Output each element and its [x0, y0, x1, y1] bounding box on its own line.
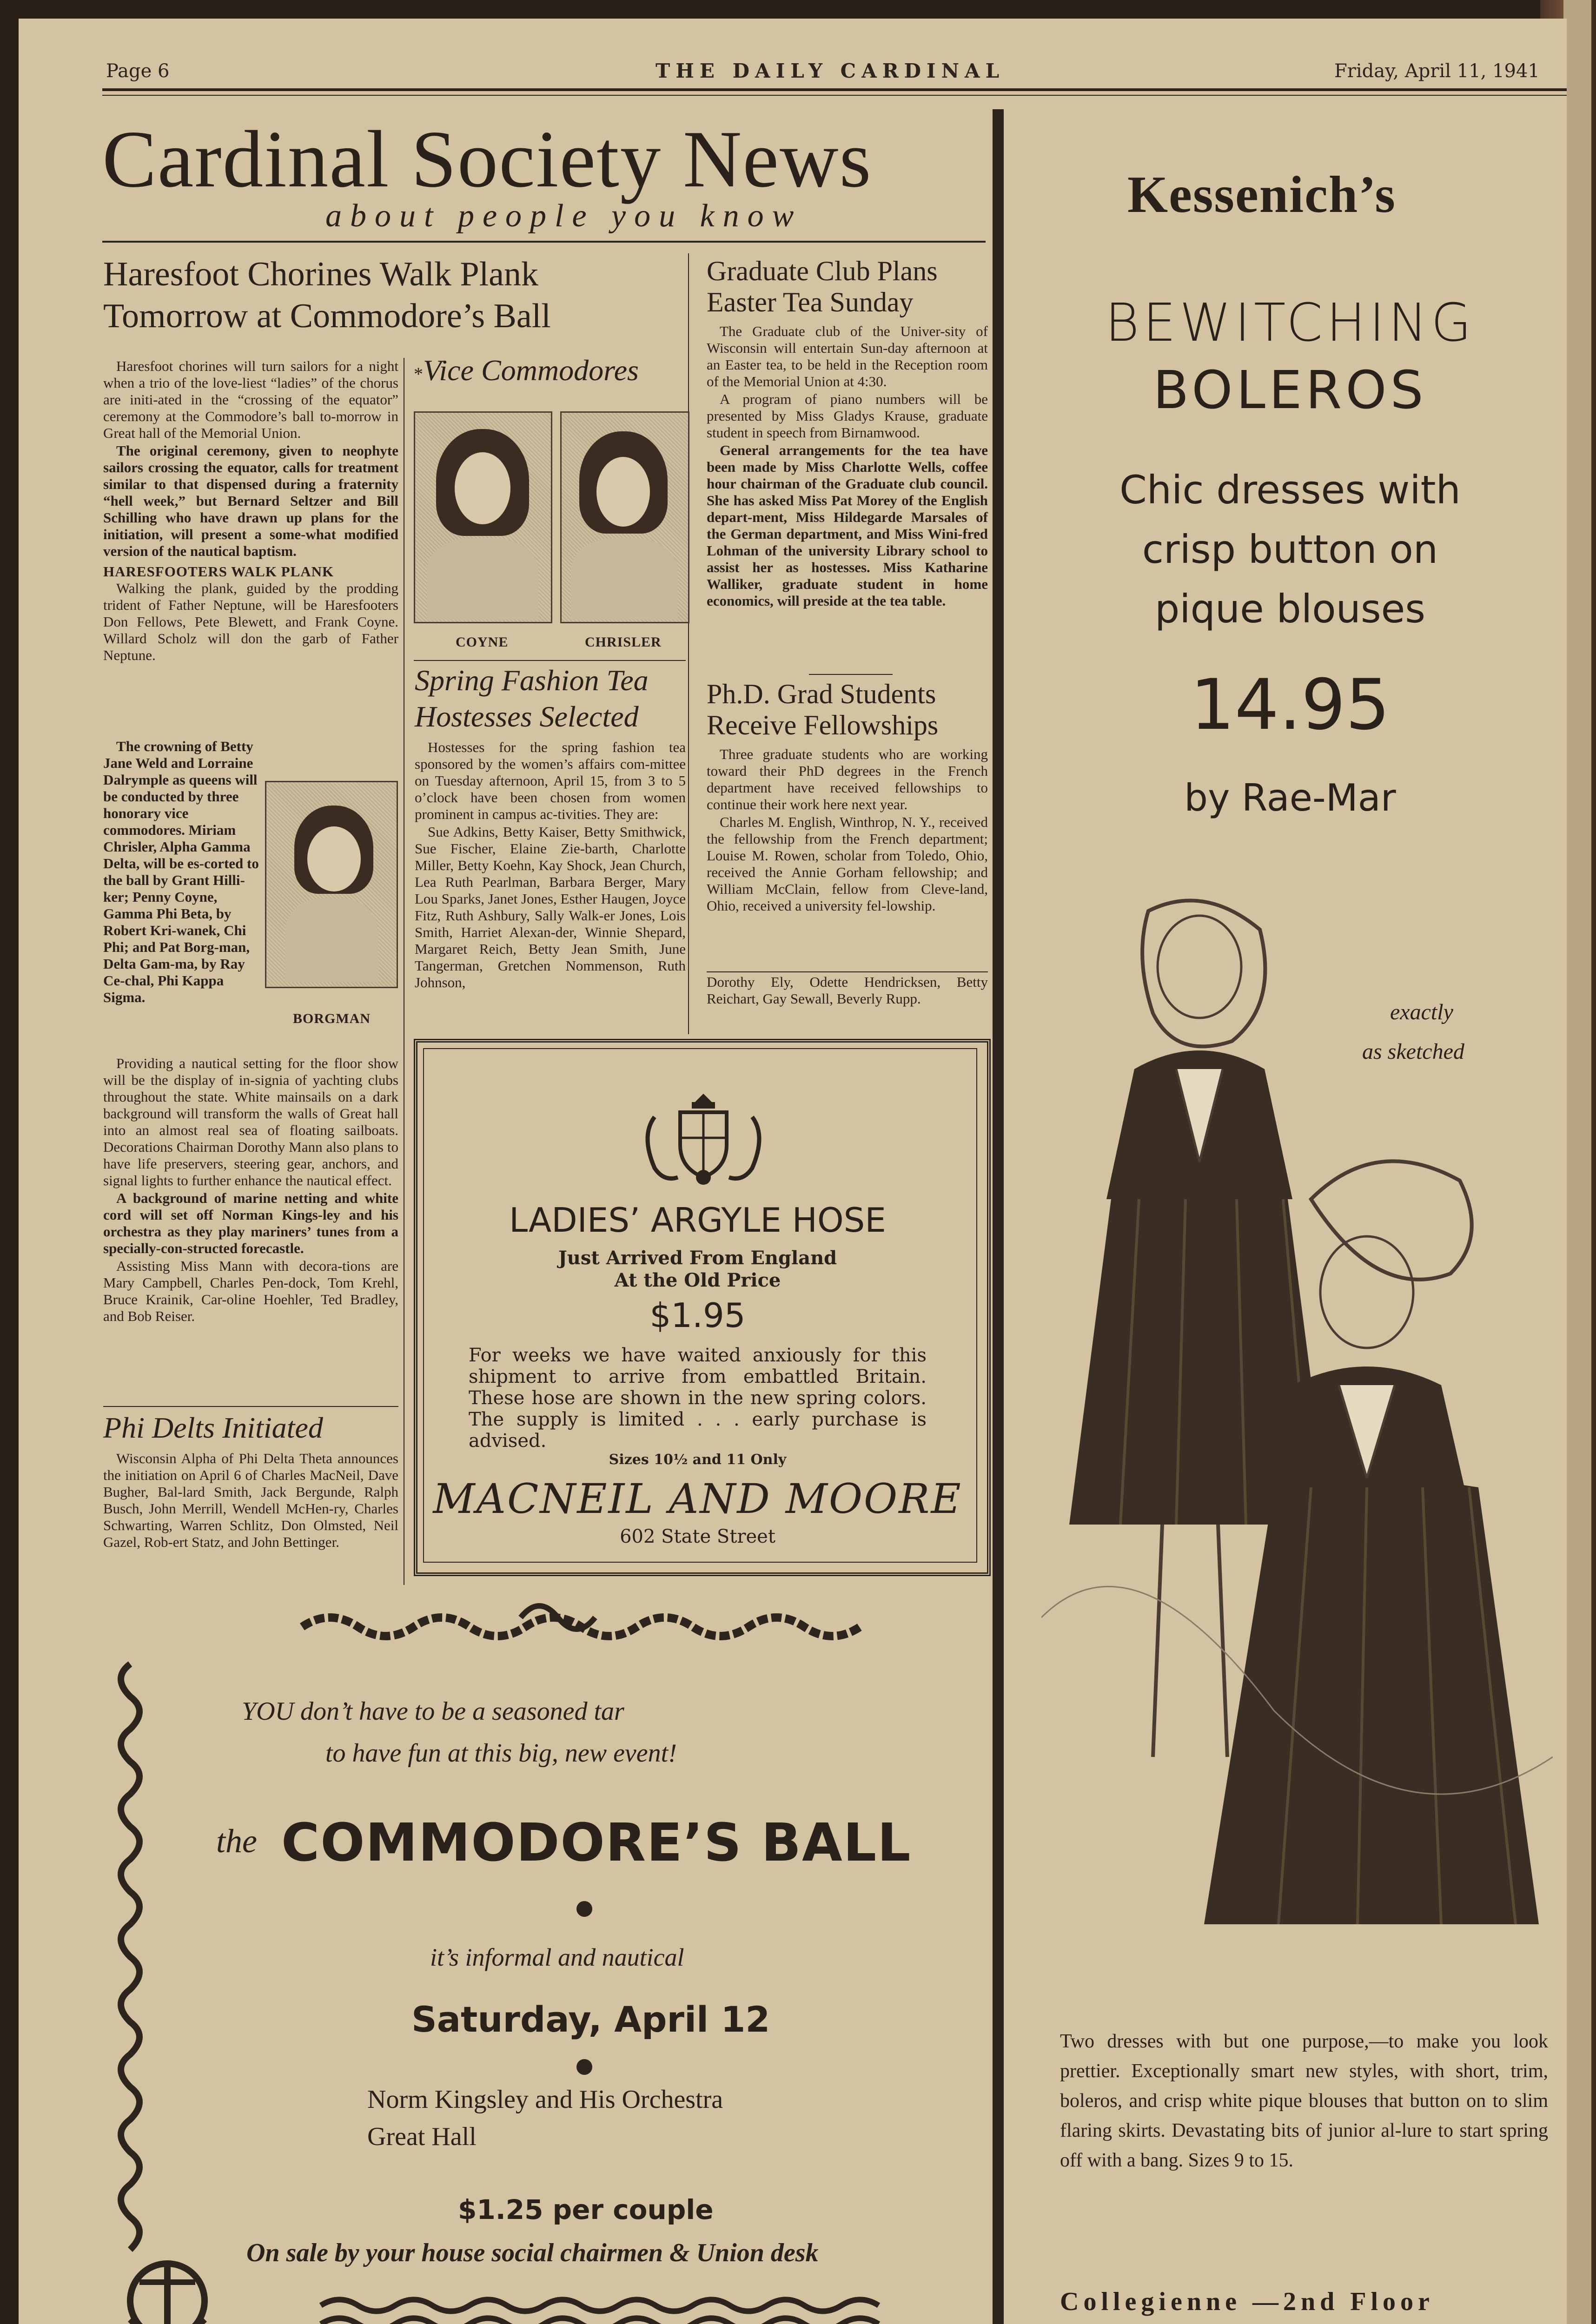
- spring-rule: [414, 660, 686, 661]
- ball-band: Norm Kingsley and His Orchestra: [367, 2085, 723, 2114]
- vice-commodores-title-text: Vice Commodores: [423, 354, 639, 387]
- bullet-dot-2: [576, 2059, 592, 2075]
- argyle-price: $1.95: [649, 1296, 746, 1335]
- haresfoot-article-top: [103, 358, 398, 665]
- phd-para-1: Three graduate students who are working toward their PhD degrees in the French department have received fellowships to continue their work here next year.: [707, 746, 988, 812]
- argyle-hose-ad: [414, 1039, 991, 1576]
- spring-headline-line2: Hostesses Selected: [415, 700, 639, 733]
- kessenich-subhead: [1023, 460, 1557, 639]
- page-number: Page 6: [106, 60, 170, 82]
- kessenich-department: Collegienne —2nd Floor: [1060, 2287, 1434, 2316]
- ball-date: Saturday, April 12: [411, 1999, 770, 2040]
- coyne-face: [455, 452, 510, 524]
- haresfoot-para-3: Walking the plank, guided by the prodding trident of Father Neptune, will be Haresfooters Don Fellows, Pete Blewett, and Frank Coyne. Willard Scholz will don the garb of Father Neptune.: [103, 580, 398, 663]
- kessenich-sub-line2: crisp button on: [1142, 527, 1438, 572]
- haresfoot-para-2: The original ceremony, given to neophyte sailors crossing the equator, calls for treatment similar to that dispensed during a fraternity “hell week,” but Bernard Seltzer and Bill Schilling who have drawn up plans for the initiation, will present a some-what modified version of the nautical baptism.: [103, 442, 398, 559]
- haresfoot-article-bottom: [103, 1055, 398, 1326]
- ball-line1: YOU don’t have to be a seasoned tar: [242, 1697, 624, 1726]
- haresfoot-headline: [103, 253, 670, 337]
- haresfoot-para-4: [103, 738, 261, 1007]
- anchor-icon: [112, 2250, 223, 2324]
- haresfoot-para-5: Providing a nautical setting for the floor show will be the display of in-signia of yachting clubs throughout the state. White mainsails on a dark background will transform the walls of Great hall into an almost real sea of floating sailboats. Decorations Chairman Dorothy Mann also plans to have life preservers, steering gear, anchors, and signal lights to further enhance the nautical effect.: [103, 1055, 398, 1188]
- argyle-address: 602 State Street: [620, 1526, 775, 1547]
- chrisler-caption: CHRISLER: [585, 634, 662, 650]
- ball-informal: it’s informal and nautical: [430, 1943, 684, 1971]
- argyle-store: MACNEIL AND MOORE: [433, 1475, 962, 1523]
- kessenich-sub-line1: Chic dresses with: [1119, 467, 1461, 513]
- header-rule: [102, 88, 1567, 91]
- argyle-sizes: Sizes 10½ and 11 Only: [609, 1452, 787, 1468]
- ball-venue: Great Hall: [367, 2122, 477, 2151]
- kessenich-headline2: BOLEROS: [1153, 360, 1427, 421]
- argyle-title: LADIES’ ARGYLE HOSE: [509, 1201, 886, 1240]
- ad-column-divider: [993, 109, 1004, 2324]
- spring-para-2: Sue Adkins, Betty Kaiser, Betty Smithwick, Sue Fischer, Elaine Zie-barth, Charlotte Miller, Betty Koehn, Kay Shock, Jean Church, Lea Ruth Pearlman, Barbara Berger, Mary Lou Sparks, Janet Jones, Esther Haugen, Joyce Fitz, Ruth Ashbury, Sally Walk-er Jones, Lois Smith, Harriet Alexan-der, Winnie Shepard, Margaret Reich, Betty Jean Smith, June Tangerman, Gretchen Nommenson, Ruth Johnson,: [415, 824, 686, 990]
- phidelts-rule: [103, 1406, 398, 1407]
- borgman-photo: [265, 781, 398, 988]
- gradclub-para-2: A program of piano numbers will be presented by Miss Gladys Krause, graduate student in speech from Birnamwood.: [707, 391, 988, 441]
- spring-names-continued: [707, 974, 988, 1008]
- gradclub-article: [707, 323, 988, 610]
- kessenich-price: 14.95: [1190, 665, 1390, 746]
- ball-the: the: [216, 1822, 257, 1860]
- chrisler-face: [596, 457, 650, 527]
- ball-sale: On sale by your house social chairmen & Union desk: [246, 2238, 819, 2267]
- masthead-rule: [102, 241, 986, 243]
- phd-bottom-rule: [707, 971, 988, 972]
- next-page-edge: [1563, 0, 1591, 2324]
- haresfoot-para-1: Haresfoot chorines will turn sailors for a night when a trio of the love-liest “ladies” of the chorus are initi-ated in the “crossing of the equator” ceremony at the Commodore’s ball to-morrow in Great hall of the Memorial Union.: [103, 358, 398, 441]
- phd-para-2: Charles M. English, Winthrop, N. Y., received the fellowship from the French department; Louise M. Rowen, scholar from Toledo, Ohio, received the Annie Gorham fellowship; and William McClain, fellow from Cleve-land, Ohio, received a university fel-lowship.: [707, 814, 988, 914]
- haresfoot-headline-line2: Tomorrow at Commodore’s Ball: [103, 297, 551, 336]
- gradclub-headline-line1: Graduate Club Plans: [707, 256, 938, 286]
- phidelts-article: [103, 1450, 398, 1552]
- ball-price: $1.25 per couple: [458, 2194, 714, 2225]
- header-rule-thin: [102, 95, 1567, 96]
- argyle-line1: Just Arrived From England: [558, 1247, 837, 1269]
- paper-name: THE DAILY CARDINAL: [656, 59, 1005, 82]
- coyne-caption: COYNE: [456, 634, 509, 650]
- column-rule-2: [688, 253, 689, 1034]
- coyne-photo: [414, 411, 552, 623]
- haresfoot-headline-line1: Haresfoot Chorines Walk Plank: [103, 255, 539, 293]
- phd-headline: [707, 679, 938, 741]
- section-tagline: about people you know: [325, 198, 802, 234]
- phidelts-para-1: Wisconsin Alpha of Phi Delta Theta announces the initiation on April 6 of Charles MacNeil, Dave Bugher, Bal-lard Smith, Jack Bergunde, Ralph Busch, John Merrill, Wendell McHen-ry, Charles Schwarting, Warren Schlitz, Don Olmsted, Neil Gazel, Rob-ert Statz, and John Bettinger.: [103, 1450, 398, 1550]
- haresfoot-para-6: A background of marine netting and white cord will set off Norman Kings-ley and his orchestra as they play mariners’ tunes from a specially-con-structed forecastle.: [103, 1190, 398, 1256]
- fashion-sketch-illustration: [1041, 874, 1553, 2017]
- ball-line2: to have fun at this big, new event!: [325, 1739, 677, 1768]
- phidelts-headline: Phi Delts Initiated: [103, 1411, 323, 1444]
- vice-commodores-title: [414, 353, 639, 388]
- chrisler-photo: [560, 411, 689, 623]
- coyne-shoulders: [427, 538, 538, 620]
- haresfoot-para-4-text: The crowning of Betty Jane Weld and Lorraine Dalrymple as queens will be conducted by three honorary vice commodores. Miriam Chrisler, Alpha Gamma Delta, will be es-corted to the ball by Grant Hilli-ker; Penny Coyne, Gamma Phi Beta, by Robert Kri-wanek, Chi Phi; and Pat Borg-man, Delta Gam-ma, by Ray Ce-chal, Phi Kappa Sigma.: [103, 738, 259, 1005]
- argyle-line2: At the Old Price: [614, 1269, 781, 1291]
- kessenich-logo: Kessenich’s: [1127, 166, 1396, 224]
- section-masthead: Cardinal Society News: [102, 114, 872, 204]
- ball-title: COMMODORE’S BALL: [281, 1813, 912, 1873]
- borgman-shoulders: [285, 898, 378, 982]
- phd-headline-line1: Ph.D. Grad Students: [707, 679, 936, 709]
- phd-rule: [809, 674, 893, 675]
- kessenich-headline1: BEWITCHING: [1105, 293, 1475, 353]
- newspaper-page: [19, 19, 1567, 2324]
- asterisk-ornament: *: [414, 363, 423, 384]
- gradclub-para-3: General arrangements for the tea have been made by Miss Charlotte Wells, coffee hour chairman of the Graduate club council. She has asked Miss Pat Morey of the English depart-ment, Miss Hildegarde Marsales of the German department, and Miss Wini-fred Lohman of the university Library school to assist her as hostesses. Miss Katharine Walliker, graduate student in home economics, will preside at the tea table.: [707, 442, 988, 609]
- gradclub-para-1: The Graduate club of the Univer-sity of Wisconsin will entertain Sun-day afternoon at an Easter tea, to be held in the Reception room of the Memorial Union at 4:30.: [707, 323, 988, 390]
- spring-names-text: Dorothy Ely, Odette Hendricksen, Betty Reichart, Gay Sewall, Beverly Rupp.: [707, 974, 988, 1007]
- spring-headline: [415, 662, 649, 735]
- borgman-caption: BORGMAN: [293, 1011, 371, 1026]
- bullet-dot-1: [576, 1901, 592, 1917]
- spring-para-1: Hostesses for the spring fashion tea sponsored by the women’s affairs com-mittee on Tuesday afternoon, April 15, from 3 to 5 o’clock have been chosen from women prominent in campus ac-tivities. They are:: [415, 739, 686, 822]
- chrisler-shoulders: [571, 538, 678, 620]
- royal-crest-icon: [636, 1084, 771, 1191]
- haresfoot-para-7: Assisting Miss Mann with decora-tions are Mary Campbell, Charles Pen-dock, Tom Krehl, Bruce Krainik, Car-oline Hoehler, Ted Bradley, and Bob Reiser.: [103, 1258, 398, 1324]
- argyle-body: For weeks we have waited anxiously for this shipment to arrive from embattled Britain. These hose are shown in the new spring colors. The supply is limited . . . early purchase is advised.: [469, 1345, 927, 1452]
- haresfoot-subhead: HARESFOOTERS WALK PLANK: [103, 563, 334, 580]
- exactly-note: exactly: [1390, 1000, 1453, 1024]
- issue-date: Friday, April 11, 1941: [1334, 60, 1540, 82]
- kessenich-body: Two dresses with but one purpose,—to make you look prettier. Exceptionally smart new styles, with short, trim, boleros, and crisp white pique blouses that button on to slim flaring skirts. Devastating bits of junior al-lure to start spring off with a bang. Sizes 9 to 15.: [1060, 2031, 1548, 2171]
- kessenich-sub-line3: pique blouses: [1154, 586, 1426, 632]
- phd-headline-line2: Receive Fellowships: [707, 710, 939, 741]
- spring-headline-line1: Spring Fashion Tea: [415, 664, 649, 697]
- phd-article: [707, 746, 988, 915]
- gradclub-headline-line2: Easter Tea Sunday: [707, 287, 914, 318]
- kessenich-maker: by Rae-Mar: [1184, 776, 1396, 819]
- borgman-face: [307, 826, 361, 891]
- spring-article: [415, 739, 686, 992]
- as-sketched-note: as sketched: [1362, 1039, 1464, 1064]
- gradclub-headline: [707, 256, 938, 318]
